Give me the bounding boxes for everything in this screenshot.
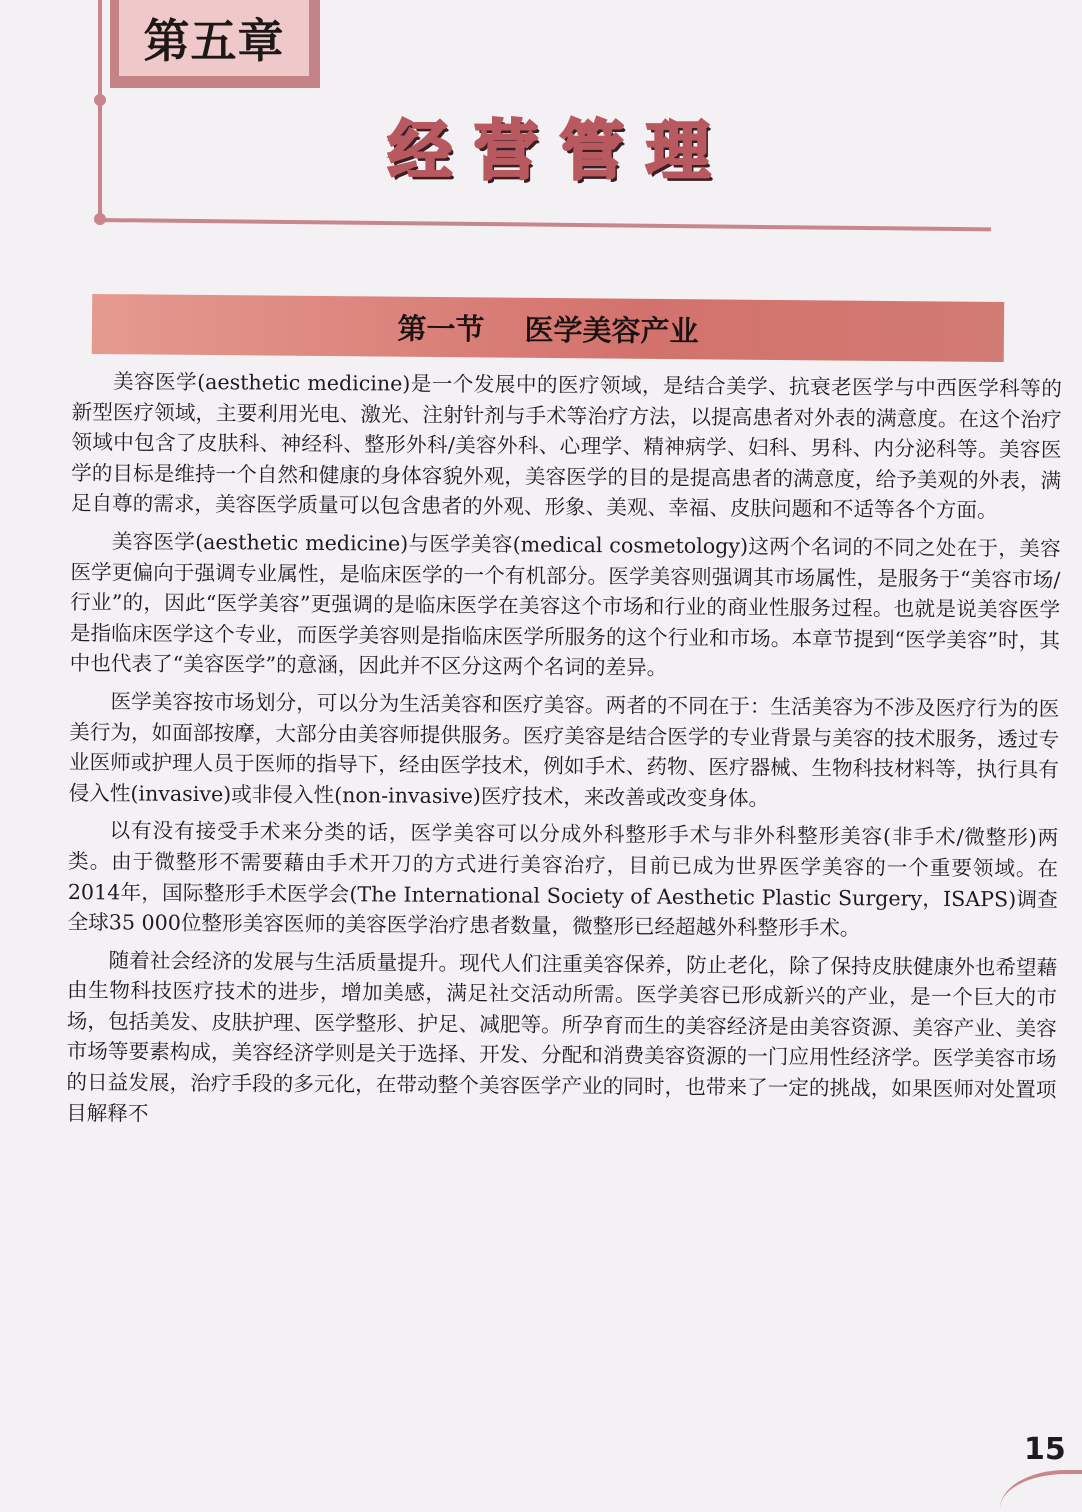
paragraph: 随着社会经济的发展与生活质量提升。现代人们注重美容保养，防止老化，除了保持皮肤健康外也希望藉由生物科技医疗技术的进步，增加美感，满足社交活动所需。医学美容已形成新兴的产业，是一个巨大的市场，包括美发、皮肤护理、医学整形、护足、减肥等。所孕育而生的美容经济是由美容资源、美容产业、美容市场等要素构成，美容经济学则是关于选择、开发、分配和消费美容资源的一门应用性经济学。医学美容市场的日益发展，治疗手段的多元化，在带动整个美容医学产业的同时，也带来了一定的挑战，如果医师对处置项目解释不 — [66, 947, 1058, 1126]
page-number-arc — [1000, 1470, 1082, 1512]
section-header-bar — [92, 294, 1004, 362]
page-number: 15 — [1024, 1432, 1066, 1467]
chapter-frame-vertical-line — [98, 0, 102, 222]
paragraph: 以有没有接受手术来分类的话，医学美容可以分成外科整形手术与非外科整形美容(非手术/微整形)两类。由于微整形不需要藉由手术开刀的方式进行美容治疗，目前已成为世界医学美容的一个重要领域。在2014年，国际整形手术医学会(The International Society of Aesthetic Plastic Surgery，ISAPS)调查全球35 000位整形美容医师的美容医学治疗患者数量，微整形已经超越外科整形手术。 — [67, 818, 1059, 941]
body-text — [66, 366, 1062, 1136]
section-number: 第一节 — [397, 311, 485, 346]
chapter-label: 第五章 — [119, 0, 309, 76]
section-title: 医学美容产业 — [524, 312, 699, 348]
paragraph: 美容医学(aesthetic medicine)与医学美容(medical cosmetology)这两个名词的不同之处在于，美容医学更偏向于强调专业属性，是临床医学的一个有机部分。医学美容则强调其市场属性，是服务于“美容市场/行业”的，因此“医学美容”更强调的是临床医学在美容这个市场和行业的商业性服务过程。也就是说美容医学是指临床医学这个专业，而医学美容则是指临床医学所服务的这个行业和市场。本章节提到“医学美容”时，其中也代表了“美容医学”的意涵，因此并不区分这两个名词的差异。 — [69, 529, 1061, 681]
chapter-frame-horizontal-line — [98, 218, 991, 231]
chapter-title: 经营管理 — [388, 115, 732, 189]
paragraph: 美容医学(aesthetic medicine)是一个发展中的医疗领域，是结合美学、抗衰老医学与中西医学科等的新型医疗领域，主要利用光电、激光、注射针剂与手术等治疗方法，以提高患者对外表的满意度。在这个治疗领域中包含了皮肤科、神经科、整形外科/美容外科、心理学、精神病学、妇科、男科、内分泌科等。美容医学的目标是维持一个自然和健康的身体容貌外观，美容医学的目的是提高患者的满意度，给予美观的外表，满足自尊的需求，美容医学质量可以包含患者的外观、形象、美观、幸福、皮肤问题和不适等各个方面。 — [70, 369, 1062, 523]
paragraph: 医学美容按市场划分，可以分为生活美容和医疗美容。两者的不同在于：生活美容为不涉及医疗行为的医美行为，如面部按摩，大部分由美容师提供服务。医疗美容是结合医学的专业背景与美容的技术服务，透过专业医师或护理人员于医师的指导下，经由医学技术，例如手术、药物、医疗器械、生物科技材料等，执行具有侵入性(invasive)或非侵入性(non-invasive)医疗技术，来改善或改变身体。 — [68, 689, 1060, 811]
section-heading — [397, 306, 698, 350]
frame-dot-upper — [94, 94, 106, 106]
frame-dot-lower — [94, 213, 106, 225]
